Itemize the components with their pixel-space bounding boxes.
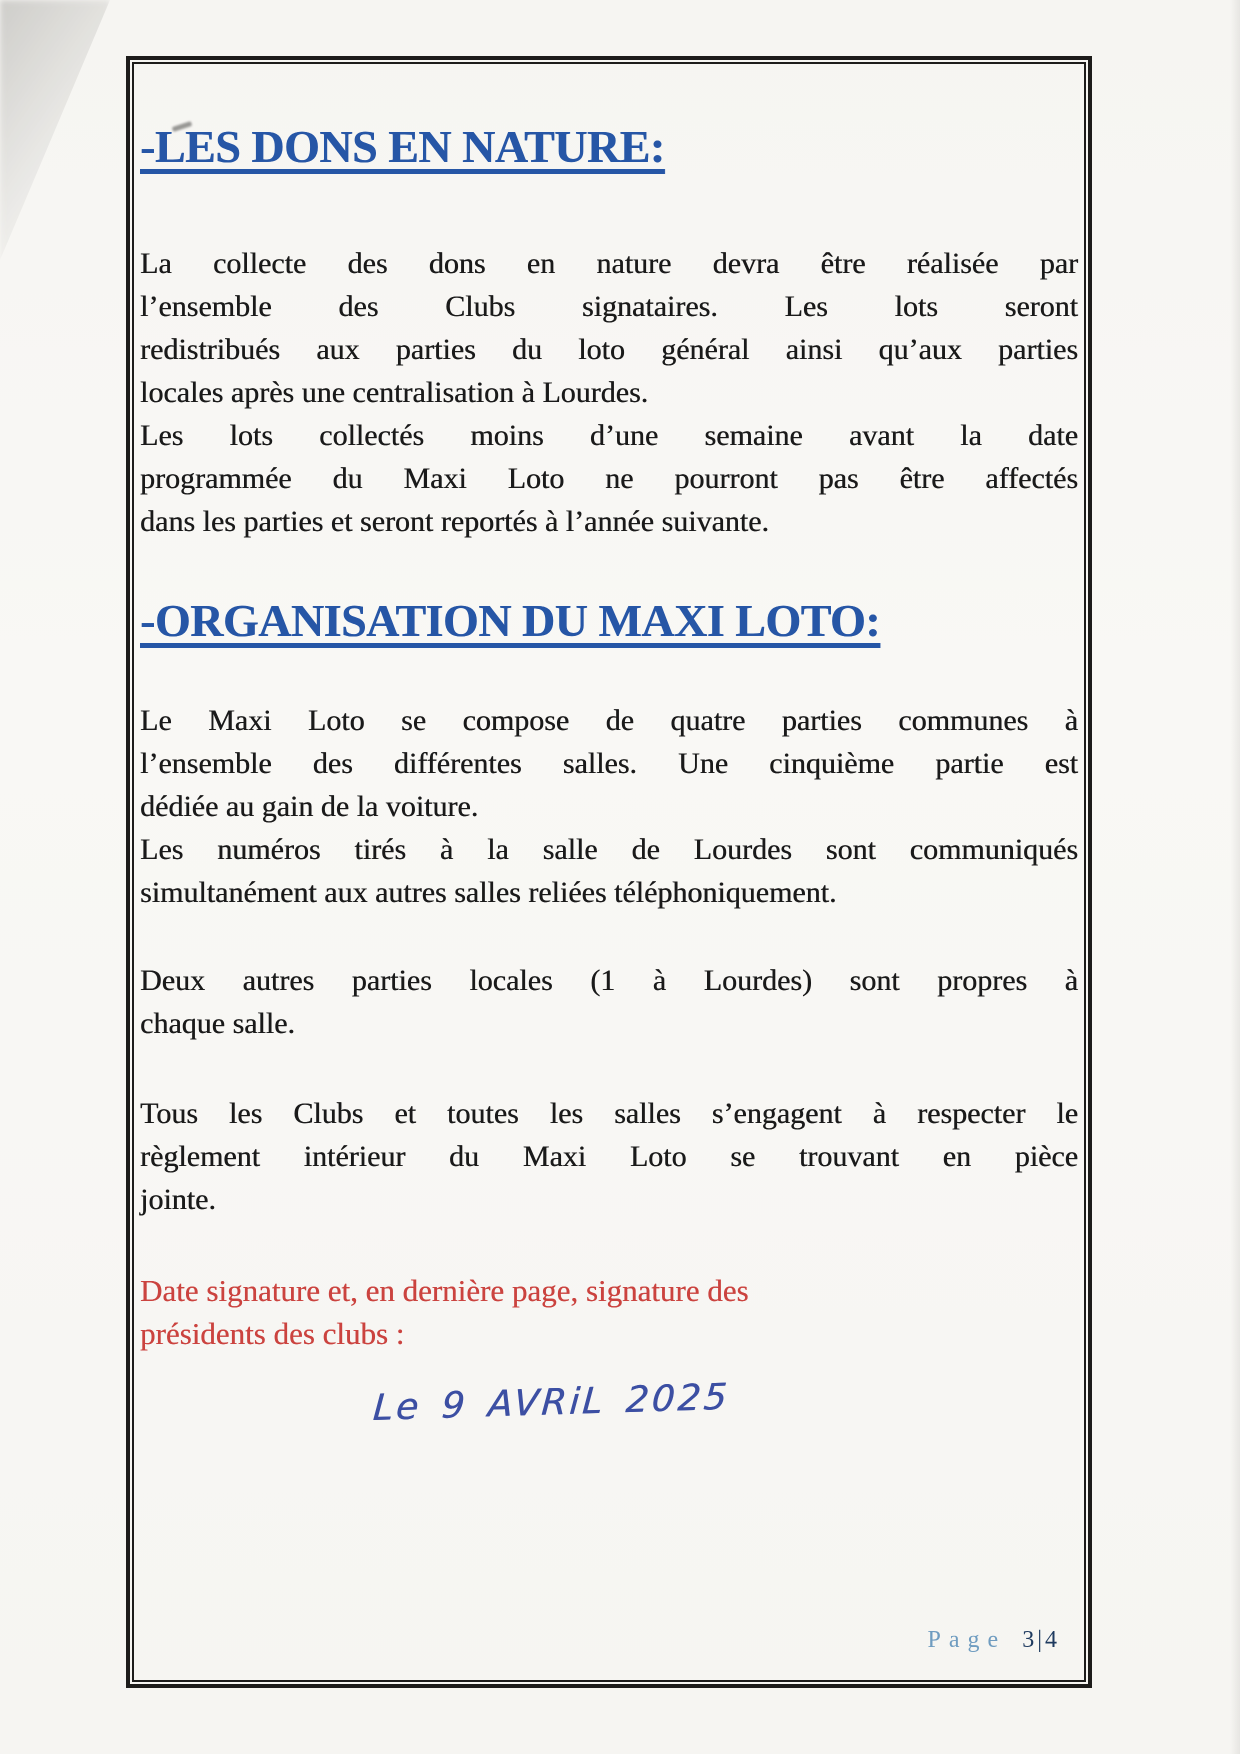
text-line: locales après une centralisation à Lourdes.: [140, 376, 649, 409]
paragraph-numeros-tires: [140, 828, 1078, 914]
paragraph-lots-collectes: [140, 414, 1078, 543]
page-border-frame: [126, 56, 1092, 1688]
text-line: l’ensemble des différentes salles. Une cinquième partie est: [140, 747, 1078, 780]
text-line: Date signature et, en dernière page, signature des: [140, 1273, 749, 1308]
scan-fold-artifact: [0, 0, 110, 260]
text-line: redistribués aux parties du loto général ainsi qu’aux parties: [140, 333, 1078, 366]
paragraph-composition: [140, 699, 1078, 828]
text-line: présidents des clubs :: [140, 1316, 405, 1351]
text-line: Deux autres parties locales (1 à Lourdes) sont propres à: [140, 964, 1078, 997]
footer-page-label: Page: [927, 1627, 1007, 1653]
text-line: simultanément aux autres salles reliées téléphoniquement.: [140, 876, 837, 909]
scan-edge-shadow: [1230, 0, 1240, 1754]
text-line: dédiée au gain de la voiture.: [140, 790, 479, 823]
paragraph-parties-locales: [140, 959, 1078, 1045]
note-date-signature: [140, 1269, 1078, 1355]
text-line: l’ensemble des Clubs signataires. Les lots seront: [140, 290, 1078, 323]
heading-les-dons-en-nature: -LES DONS EN NATURE:: [140, 121, 665, 172]
text-line: Les lots collectés moins d’une semaine avant la date: [140, 419, 1078, 452]
text-line: Tous les Clubs et toutes les salles s’engagent à respecter le: [140, 1097, 1078, 1130]
heading-organisation-maxi-loto: -ORGANISATION DU MAXI LOTO:: [140, 595, 881, 646]
text-line: règlement intérieur du Maxi Loto se trouvant en pièce: [140, 1140, 1078, 1173]
text-line: chaque salle.: [140, 1007, 295, 1040]
text-line: Les numéros tirés à la salle de Lourdes sont communiqués: [140, 833, 1078, 866]
page-footer: [928, 1627, 1060, 1654]
text-line: jointe.: [140, 1183, 216, 1216]
text-line: dans les parties et seront reportés à l’année suivante.: [140, 505, 769, 538]
footer-page-number: 3|4: [1022, 1627, 1060, 1653]
text-line: programmée du Maxi Loto ne pourront pas être affectés: [140, 462, 1078, 495]
handwritten-date: Le 9 AVRiL 2025: [371, 1376, 731, 1430]
paragraph-engagement-reglement: [140, 1092, 1078, 1221]
page-content-area: [132, 62, 1086, 1682]
text-line: Le Maxi Loto se compose de quatre parties communes à: [140, 704, 1078, 737]
paragraph-collecte-dons: [140, 242, 1078, 414]
text-line: La collecte des dons en nature devra être réalisée par: [140, 247, 1078, 280]
